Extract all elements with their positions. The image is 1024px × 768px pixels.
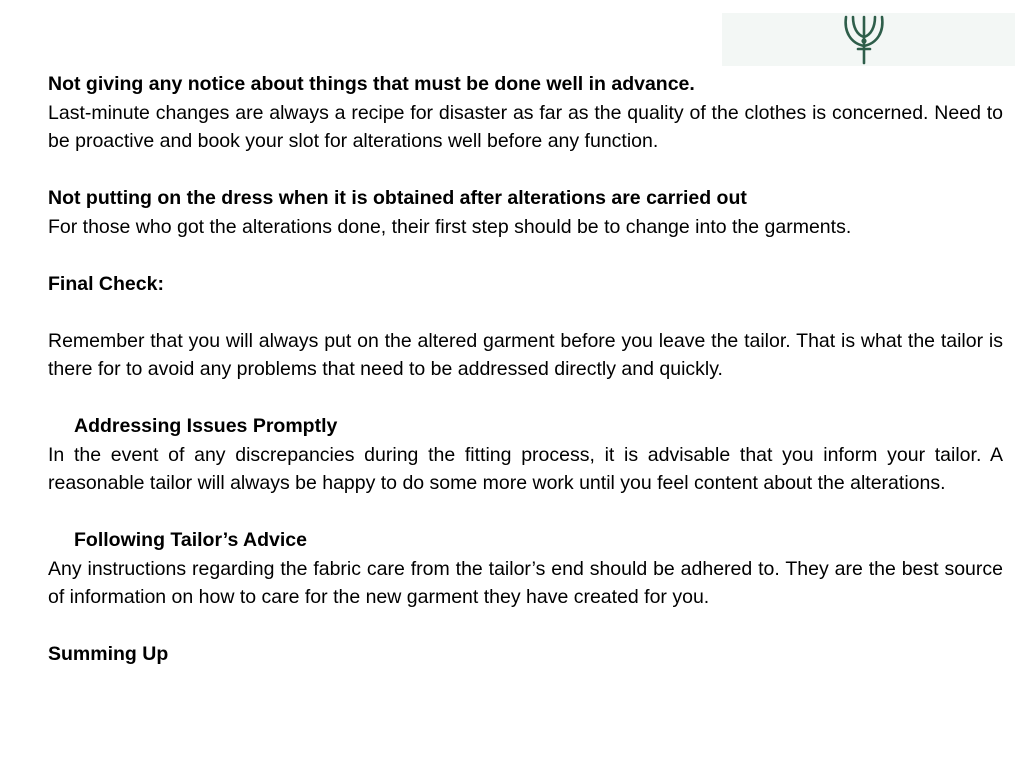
paragraph-issues: In the event of any discrepancies during the fitting process, it is advisable that you inform your tailor. A reasonable tailor will always be happy to do some more work until you feel content about the alterations. <box>48 443 1003 494</box>
heading-issues: Addressing Issues Promptly <box>74 415 338 437</box>
heading-notice: Not giving any notice about things that must be done well in advance. <box>48 73 695 95</box>
paragraph-advice: Any instructions regarding the fabric care from the tailor’s end should be adhered to. They are the best source of information on how to care for the new garment they have created for you. <box>48 557 1003 608</box>
paragraph-final-check: Remember that you will always put on the altered garment before you leave the tailor. That is what the tailor is there for to avoid any problems that need to be addressed directly and quickly. <box>48 329 1003 380</box>
paragraph-notice: Last-minute changes are always a recipe for disaster as far as the quality of the clothes is concerned. Need to be proactive and book your slot for alterations well before any function. <box>48 101 1003 152</box>
spacer <box>48 241 1003 270</box>
spacer <box>48 612 1003 641</box>
spacer <box>48 498 1003 527</box>
spacer <box>48 156 1003 185</box>
heading-dress: Not putting on the dress when it is obtained after alterations are carried out <box>48 187 747 209</box>
heading-final-check: Final Check: <box>48 272 164 295</box>
paragraph-dress: For those who got the alterations done, their first step should be to change into the garments. <box>48 215 852 238</box>
trident-monogram-icon <box>834 13 894 66</box>
heading-advice: Following Tailor’s Advice <box>74 529 307 551</box>
heading-summing-up: Summing Up <box>48 643 169 665</box>
logo-banner <box>722 13 1015 66</box>
document-body <box>48 70 1003 669</box>
spacer <box>48 298 1003 327</box>
spacer <box>48 384 1003 413</box>
